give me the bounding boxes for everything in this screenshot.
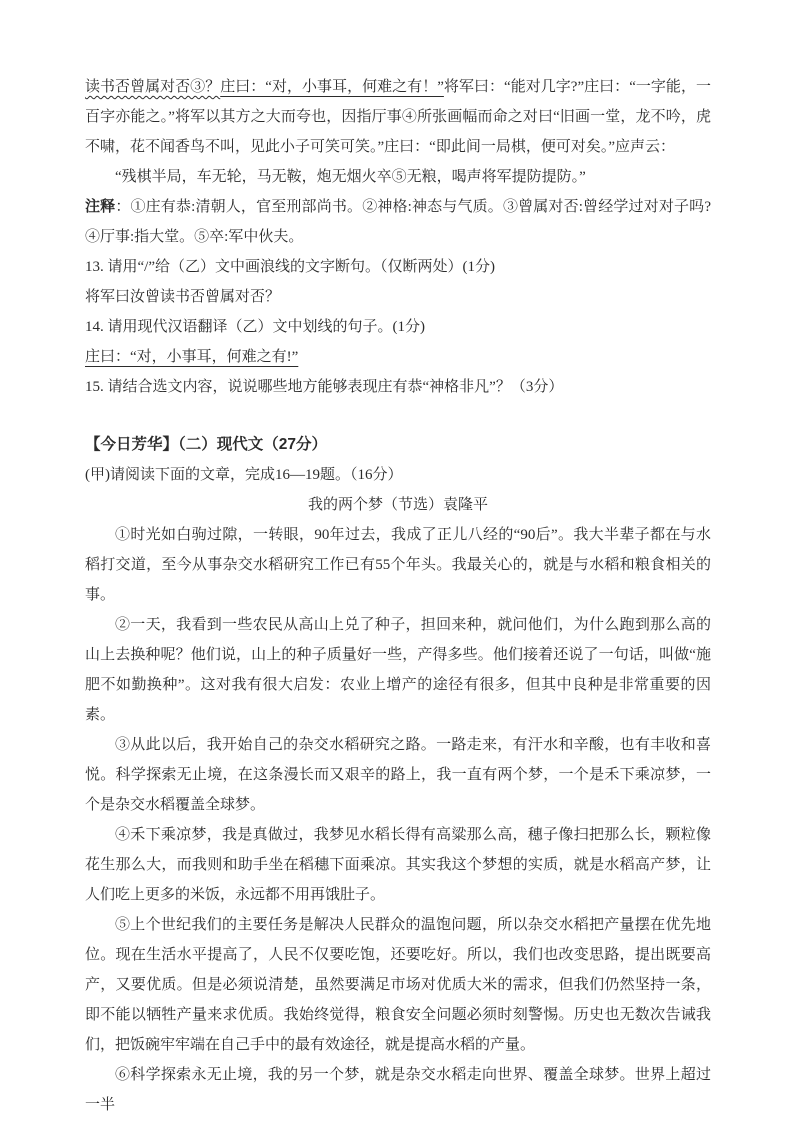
question-text: 13. 请用“/”给（乙）文中画浪线的文字断句。（仅断两处）(1分) (85, 259, 495, 275)
paragraph-text: ⑥科学探索永无止境，我的另一个梦，就是杂交水稻走向世界、覆盖全球梦。世界上超过一半 (85, 1067, 711, 1113)
paragraph-text: ①时光如白驹过隙，一转眼，90年过去，我成了正儿八经的“90后”。我大半辈子都在与水稻打交道，至今从事杂交水稻研究工作已有55个年头。我最关心的，就是与水稻和粮食相关的事。 (85, 527, 711, 603)
question-13-sentence (85, 282, 711, 312)
essay-paragraph-6 (85, 1060, 711, 1120)
passage-yi-continuation (85, 72, 711, 162)
solid-underlined-text: 庄曰：“对，小事耳，何难之有!” (85, 349, 299, 365)
notes-text: ：①庄有恭:清朝人，官至刑部尚书。②神格:神态与气质。③曾属对否:曾经学过对对子吗?④厅事:指大堂。⑤卒:军中伙夫。 (85, 199, 711, 245)
question-15 (85, 372, 711, 402)
paragraph-text: ④禾下乘凉梦，我是真做过，我梦见水稻长得有高粱那么高，穗子像扫把那么长，颗粒像花生那么大，而我则和助手坐在稻穗下面乘凉。其实我这个梦想的实质，就是水稻高产梦，让人们吃上更多的米饭，永远都不用再饿肚子。 (85, 827, 711, 903)
essay-title (85, 490, 711, 520)
essay-title-text: 我的两个梦（节选）袁隆平 (307, 497, 488, 513)
paragraph-text: ②一天，我看到一些农民从高山上兑了种子，担回来种，就问他们，为什么跑到那么高的山上去换种呢？他们说，山上的种子质量好一些，产得多些。他们接着还说了一句话，叫做“施肥不如勤换种”。这对我有很大启发：农业上增产的途径有很多，但其中良种是非常重要的因素。 (85, 617, 711, 723)
question-14 (85, 312, 711, 342)
couplet-text: “残棋半局，车无轮，马无鞍，炮无烟火卒⑤无粮，喝声将军提防提防。” (115, 169, 586, 185)
sentence-text: 将军曰汝曾读书否曾属对否？ (85, 289, 281, 305)
passage-yi-couplet (85, 162, 711, 192)
instruction-text: (甲)请阅读下面的文章，完成16—19题。（16分） (85, 467, 403, 483)
essay-paragraph-2 (85, 610, 711, 730)
wavy-underlined-text: 读书否曾属对否③？ (85, 79, 221, 95)
reading-instruction (85, 460, 711, 490)
essay-paragraph-1 (85, 520, 711, 610)
heading-text: 【今日芳华】（二）现代文（27分） (85, 436, 327, 453)
passage-text: 将军曰：“能对几字?”庄曰：“一字能，一百字亦能之。”将军以其方之大而夸也，因指厅事④所张画幅而命之对曰“旧画一堂，龙不吟，虎不啸，花不闻香鸟不叫，见此小子可笑可笑。”庄曰：“即此间一局棋，便可对矣。”应声云： (85, 79, 711, 155)
essay-paragraph-4 (85, 820, 711, 910)
passage-notes (85, 192, 711, 252)
solid-underlined-text: 庄曰：“对，小事耳，何难之有！” (220, 79, 444, 95)
section-heading-modern-text (85, 430, 711, 460)
essay-paragraph-3 (85, 730, 711, 820)
notes-label: 注释 (85, 198, 116, 215)
question-text: 15. 请结合选文内容，说说哪些地方能够表现庄有恭“神格非凡”？（3分） (85, 379, 564, 395)
essay-paragraph-5 (85, 910, 711, 1060)
paragraph-text: ③从此以后，我开始自己的杂交水稻研究之路。一路走来，有汗水和辛酸，也有丰收和喜悦。科学探索无止境，在这条漫长而又艰辛的路上，我一直有两个梦，一个是禾下乘凉梦，一个是杂交水稻覆盖全球梦。 (85, 737, 711, 813)
question-14-sentence (85, 342, 711, 372)
document-body (85, 72, 711, 1120)
question-13 (85, 252, 711, 282)
paragraph-text: ⑤上个世纪我们的主要任务是解决人民群众的温饱问题，所以杂交水稻把产量摆在优先地位。现在生活水平提高了，人民不仅要吃饱，还要吃好。所以，我们也改变思路，提出既要高产，又要优质。但是必须说清楚，虽然要满足市场对优质大米的需求，但我们仍然坚持一条，即不能以牺牲产量来求优质。我始终觉得，粮食安全问题必须时刻警惕。历史也无数次告诫我们，把饭碗牢牢端在自己手中的最有效途径，就是提高水稻的产量。 (85, 917, 711, 1053)
question-text: 14. 请用现代汉语翻译（乙）文中划线的句子。(1分) (85, 319, 425, 335)
